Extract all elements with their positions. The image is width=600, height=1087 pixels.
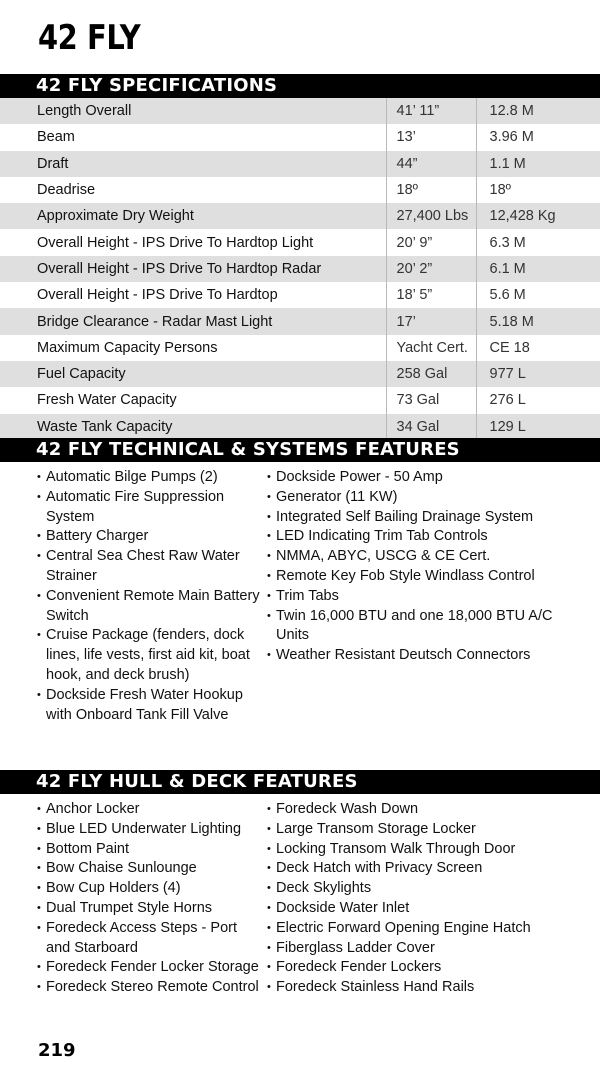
hull-deck-features-left-column	[37, 800, 262, 998]
feature-list-item: • Bow Chaise Sunlounge	[37, 859, 262, 879]
spec-imperial-value: 18’ 5”	[386, 282, 476, 308]
spec-row	[0, 229, 600, 255]
feature-list-item: • Central Sea Chest Raw Water Strainer	[37, 547, 262, 587]
spec-metric-value: 1.1 M	[476, 151, 600, 177]
feature-list-item: • Blue LED Underwater Lighting	[37, 820, 262, 840]
feature-list-item: • Convenient Remote Main Battery Switch	[37, 587, 262, 627]
feature-list-item: • Locking Transom Walk Through Door	[267, 840, 567, 860]
spec-metric-value: 3.96 M	[476, 124, 600, 150]
feature-list-item: • Deck Hatch with Privacy Screen	[267, 859, 567, 879]
spec-row	[0, 308, 600, 334]
page-title: 42 FLY	[38, 18, 141, 58]
spec-label: Bridge Clearance - Radar Mast Light	[0, 308, 386, 334]
spec-metric-value: 12.8 M	[476, 98, 600, 124]
feature-list-item: • Bottom Paint	[37, 840, 262, 860]
spec-label: Approximate Dry Weight	[0, 203, 386, 229]
feature-list-item: • Foredeck Access Steps - Port and Starboard	[37, 919, 262, 959]
spec-imperial-value: 41’ 11”	[386, 98, 476, 124]
spec-row	[0, 335, 600, 361]
feature-list-item: • Battery Charger	[37, 527, 262, 547]
feature-list-item: • Twin 16,000 BTU and one 18,000 BTU A/C Units	[267, 607, 567, 647]
spec-imperial-value: 73 Gal	[386, 387, 476, 413]
spec-metric-value: 6.3 M	[476, 229, 600, 255]
spec-metric-value: 977 L	[476, 361, 600, 387]
spec-imperial-value: 17’	[386, 308, 476, 334]
spec-metric-value: 5.18 M	[476, 308, 600, 334]
spec-label: Waste Tank Capacity	[0, 414, 386, 440]
feature-list-item: • Automatic Bilge Pumps (2)	[37, 468, 262, 488]
spec-label: Overall Height - IPS Drive To Hardtop Radar	[0, 256, 386, 282]
spec-imperial-value: Yacht Cert.	[386, 335, 476, 361]
feature-list-item: • Automatic Fire Suppression System	[37, 488, 262, 528]
feature-list-item: • Large Transom Storage Locker	[267, 820, 567, 840]
feature-list-item: • Dockside Power - 50 Amp	[267, 468, 567, 488]
feature-list-item: • Foredeck Fender Locker Storage	[37, 958, 262, 978]
spec-label: Fuel Capacity	[0, 361, 386, 387]
feature-list-item: • Deck Skylights	[267, 879, 567, 899]
technical-features-heading: 42 FLY TECHNICAL & SYSTEMS FEATURES	[0, 438, 600, 462]
spec-label: Overall Height - IPS Drive To Hardtop Light	[0, 229, 386, 255]
feature-list-item: • Trim Tabs	[267, 587, 567, 607]
feature-list-item: • Foredeck Stereo Remote Control	[37, 978, 262, 998]
spec-row	[0, 282, 600, 308]
spec-row	[0, 387, 600, 413]
spec-label: Overall Height - IPS Drive To Hardtop	[0, 282, 386, 308]
spec-label: Beam	[0, 124, 386, 150]
spec-metric-value: 12,428 Kg	[476, 203, 600, 229]
feature-list-item: • Weather Resistant Deutsch Connectors	[267, 646, 567, 666]
spec-row	[0, 414, 600, 440]
feature-list-item: • Remote Key Fob Style Windlass Control	[267, 567, 567, 587]
technical-features-right-column	[267, 468, 567, 666]
feature-list-item: • Generator (11 KW)	[267, 488, 567, 508]
spec-row	[0, 361, 600, 387]
spec-metric-value: 18º	[476, 177, 600, 203]
page-number: 219	[38, 1040, 76, 1061]
spec-imperial-value: 13’	[386, 124, 476, 150]
spec-metric-value: 276 L	[476, 387, 600, 413]
hull-deck-features-right-column	[267, 800, 567, 998]
spec-metric-value: 6.1 M	[476, 256, 600, 282]
spec-imperial-value: 258 Gal	[386, 361, 476, 387]
spec-imperial-value: 44”	[386, 151, 476, 177]
spec-imperial-value: 20’ 2”	[386, 256, 476, 282]
spec-row	[0, 203, 600, 229]
technical-features-left-column	[37, 468, 262, 725]
feature-list-item: • Cruise Package (fenders, dock lines, life vests, first aid kit, boat hook, and deck brush)	[37, 626, 262, 685]
feature-list-item: • Foredeck Wash Down	[267, 800, 567, 820]
feature-list-item: • Fiberglass Ladder Cover	[267, 939, 567, 959]
spec-imperial-value: 34 Gal	[386, 414, 476, 440]
spec-label: Deadrise	[0, 177, 386, 203]
specifications-heading: 42 FLY SPECIFICATIONS	[0, 74, 600, 98]
spec-label: Draft	[0, 151, 386, 177]
feature-list-item: • Anchor Locker	[37, 800, 262, 820]
spec-imperial-value: 20’ 9”	[386, 229, 476, 255]
feature-list-item: • Bow Cup Holders (4)	[37, 879, 262, 899]
spec-imperial-value: 27,400 Lbs	[386, 203, 476, 229]
feature-list-item: • Dockside Fresh Water Hookup with Onboard Tank Fill Valve	[37, 686, 262, 726]
spec-label: Length Overall	[0, 98, 386, 124]
feature-list-item: • LED Indicating Trim Tab Controls	[267, 527, 567, 547]
spec-row	[0, 177, 600, 203]
feature-list-item: • Foredeck Stainless Hand Rails	[267, 978, 567, 998]
spec-row	[0, 98, 600, 124]
feature-list-item: • NMMA, ABYC, USCG & CE Cert.	[267, 547, 567, 567]
feature-list-item: • Electric Forward Opening Engine Hatch	[267, 919, 567, 939]
hull-deck-features-heading: 42 FLY HULL & DECK FEATURES	[0, 770, 600, 794]
spec-metric-value: CE 18	[476, 335, 600, 361]
spec-row	[0, 124, 600, 150]
spec-metric-value: 129 L	[476, 414, 600, 440]
spec-row	[0, 151, 600, 177]
feature-list-item: • Dual Trumpet Style Horns	[37, 899, 262, 919]
spec-metric-value: 5.6 M	[476, 282, 600, 308]
feature-list-item: • Foredeck Fender Lockers	[267, 958, 567, 978]
spec-row	[0, 256, 600, 282]
feature-list-item: • Dockside Water Inlet	[267, 899, 567, 919]
feature-list-item: • Integrated Self Bailing Drainage System	[267, 508, 567, 528]
spec-imperial-value: 18º	[386, 177, 476, 203]
spec-label: Fresh Water Capacity	[0, 387, 386, 413]
specifications-table	[0, 98, 600, 440]
spec-label: Maximum Capacity Persons	[0, 335, 386, 361]
